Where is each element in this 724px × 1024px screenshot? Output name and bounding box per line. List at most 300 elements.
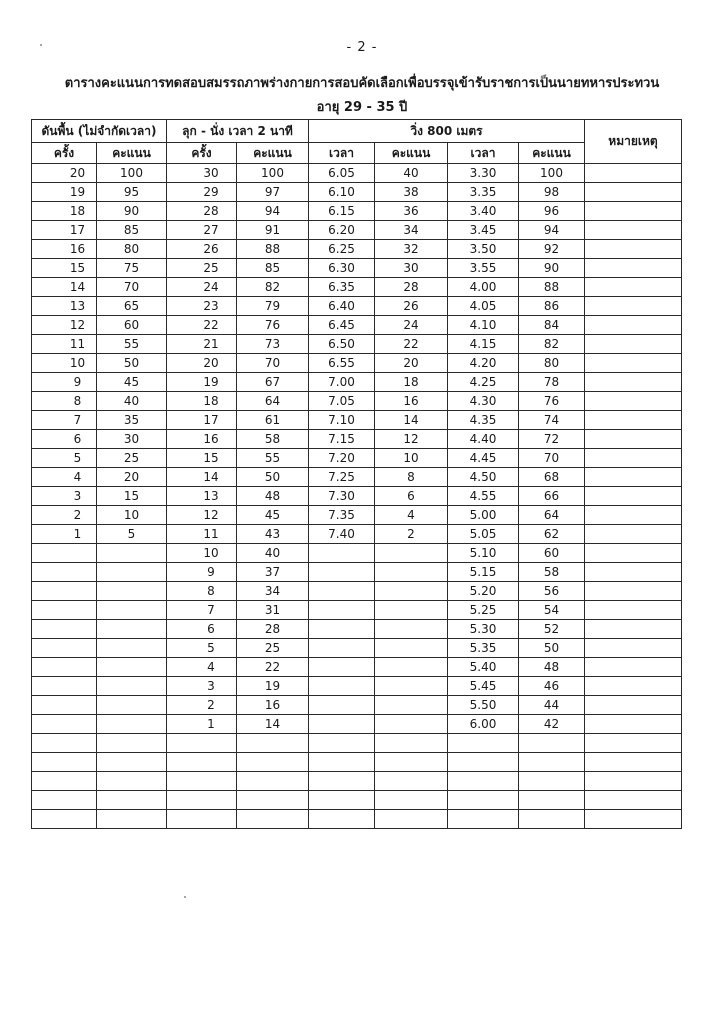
cell-run-score-1	[375, 734, 448, 753]
cell-run-time-2: 4.40	[448, 430, 519, 449]
cell-pushup-count	[32, 791, 97, 810]
cell-run-score-2: 68	[519, 468, 585, 487]
cell-run-time-1: 6.05	[309, 164, 375, 183]
cell-situp-count: 17	[167, 411, 237, 430]
cell-run-time-1: 6.30	[309, 259, 375, 278]
table-row	[32, 183, 682, 202]
cell-pushup-count	[32, 639, 97, 658]
cell-run-time-1: 6.45	[309, 316, 375, 335]
cell-run-score-2: 98	[519, 183, 585, 202]
cell-run-time-2: 3.50	[448, 240, 519, 259]
cell-situp-count: 28	[167, 202, 237, 221]
cell-pushup-score	[97, 753, 167, 772]
cell-run-time-2: 5.45	[448, 677, 519, 696]
cell-pushup-count: 17	[32, 221, 97, 240]
cell-run-time-1: 7.40	[309, 525, 375, 544]
cell-situp-count	[167, 772, 237, 791]
cell-note	[585, 297, 682, 316]
cell-note	[585, 354, 682, 373]
cell-run-time-2: 5.00	[448, 506, 519, 525]
header-run-score-2: คะแนน	[519, 143, 585, 164]
cell-pushup-score	[97, 639, 167, 658]
cell-pushup-score: 20	[97, 468, 167, 487]
cell-run-time-2: 3.45	[448, 221, 519, 240]
cell-situp-count	[167, 753, 237, 772]
cell-run-time-2: 4.50	[448, 468, 519, 487]
cell-run-score-2: 66	[519, 487, 585, 506]
cell-pushup-count: 5	[32, 449, 97, 468]
cell-run-score-1	[375, 772, 448, 791]
cell-run-time-2: 4.10	[448, 316, 519, 335]
cell-pushup-score	[97, 544, 167, 563]
cell-situp-score: 28	[237, 620, 309, 639]
cell-pushup-score	[97, 563, 167, 582]
cell-run-score-2: 86	[519, 297, 585, 316]
table-row	[32, 696, 682, 715]
cell-note	[585, 164, 682, 183]
cell-run-time-2	[448, 734, 519, 753]
cell-run-score-1	[375, 563, 448, 582]
cell-run-time-2	[448, 753, 519, 772]
cell-situp-count: 20	[167, 354, 237, 373]
cell-situp-count: 30	[167, 164, 237, 183]
cell-run-time-1: 6.55	[309, 354, 375, 373]
cell-situp-count: 13	[167, 487, 237, 506]
cell-pushup-count	[32, 677, 97, 696]
score-table	[31, 119, 682, 829]
header-pushup-count: ครั้ง	[32, 143, 97, 164]
table-row	[32, 677, 682, 696]
cell-situp-score	[237, 753, 309, 772]
table-row	[32, 392, 682, 411]
cell-run-score-2: 76	[519, 392, 585, 411]
cell-run-score-1	[375, 753, 448, 772]
cell-run-score-2: 80	[519, 354, 585, 373]
table-row	[32, 335, 682, 354]
cell-pushup-count: 13	[32, 297, 97, 316]
table-row	[32, 544, 682, 563]
cell-run-score-2	[519, 734, 585, 753]
cell-run-time-2: 5.15	[448, 563, 519, 582]
cell-pushup-count: 7	[32, 411, 97, 430]
cell-situp-count	[167, 734, 237, 753]
cell-note	[585, 620, 682, 639]
cell-run-score-1	[375, 791, 448, 810]
cell-run-time-1: 6.20	[309, 221, 375, 240]
cell-pushup-count: 3	[32, 487, 97, 506]
cell-run-score-2: 42	[519, 715, 585, 734]
cell-pushup-score: 10	[97, 506, 167, 525]
cell-pushup-score: 65	[97, 297, 167, 316]
cell-pushup-score: 85	[97, 221, 167, 240]
cell-pushup-count	[32, 601, 97, 620]
cell-run-score-1: 2	[375, 525, 448, 544]
cell-note	[585, 525, 682, 544]
cell-run-time-1	[309, 753, 375, 772]
cell-pushup-score: 50	[97, 354, 167, 373]
cell-run-score-2: 44	[519, 696, 585, 715]
cell-situp-count: 5	[167, 639, 237, 658]
cell-run-time-2	[448, 810, 519, 829]
cell-run-time-2: 3.35	[448, 183, 519, 202]
cell-situp-count: 12	[167, 506, 237, 525]
cell-note	[585, 240, 682, 259]
cell-run-time-1	[309, 544, 375, 563]
cell-run-score-1	[375, 810, 448, 829]
cell-pushup-score	[97, 772, 167, 791]
cell-run-score-2: 72	[519, 430, 585, 449]
cell-pushup-score: 75	[97, 259, 167, 278]
table-row	[32, 563, 682, 582]
cell-run-score-2: 54	[519, 601, 585, 620]
cell-run-time-2: 3.30	[448, 164, 519, 183]
cell-situp-score: 14	[237, 715, 309, 734]
header-run-score-1: คะแนน	[375, 143, 448, 164]
table-row	[32, 525, 682, 544]
cell-run-time-2: 5.30	[448, 620, 519, 639]
cell-situp-count: 19	[167, 373, 237, 392]
scan-speck	[40, 44, 42, 46]
cell-pushup-count	[32, 753, 97, 772]
cell-situp-score: 40	[237, 544, 309, 563]
table-row	[32, 734, 682, 753]
cell-pushup-score	[97, 601, 167, 620]
cell-run-time-2: 4.05	[448, 297, 519, 316]
cell-run-score-1: 32	[375, 240, 448, 259]
table-row	[32, 278, 682, 297]
cell-pushup-count	[32, 620, 97, 639]
cell-note	[585, 696, 682, 715]
cell-pushup-score: 95	[97, 183, 167, 202]
cell-situp-count: 27	[167, 221, 237, 240]
cell-note	[585, 734, 682, 753]
cell-situp-score: 85	[237, 259, 309, 278]
cell-situp-score: 67	[237, 373, 309, 392]
cell-note	[585, 278, 682, 297]
cell-run-time-2: 6.00	[448, 715, 519, 734]
cell-run-time-1: 7.15	[309, 430, 375, 449]
cell-run-time-1	[309, 658, 375, 677]
cell-run-time-2: 4.15	[448, 335, 519, 354]
cell-run-score-2: 46	[519, 677, 585, 696]
cell-situp-score: 45	[237, 506, 309, 525]
cell-situp-score: 64	[237, 392, 309, 411]
cell-run-score-1: 26	[375, 297, 448, 316]
cell-run-score-1	[375, 639, 448, 658]
cell-run-time-1: 7.05	[309, 392, 375, 411]
cell-run-time-2: 4.30	[448, 392, 519, 411]
cell-run-score-2: 92	[519, 240, 585, 259]
cell-pushup-score	[97, 620, 167, 639]
cell-situp-count: 14	[167, 468, 237, 487]
table-row	[32, 354, 682, 373]
cell-run-score-2: 48	[519, 658, 585, 677]
cell-run-time-1	[309, 715, 375, 734]
table-row	[32, 791, 682, 810]
header-situp: ลุก - นั่ง เวลา 2 นาที	[167, 120, 309, 143]
cell-run-score-1: 34	[375, 221, 448, 240]
cell-note	[585, 316, 682, 335]
document-title: ตารางคะแนนการทดสอบสมรรถภาพร่างกายการสอบคัดเลือกเพื่อบรรจุเข้ารับราชการเป็นนายทหารประทวน	[64, 76, 660, 91]
table-row	[32, 468, 682, 487]
cell-note	[585, 791, 682, 810]
cell-situp-score	[237, 791, 309, 810]
cell-situp-count	[167, 810, 237, 829]
cell-run-score-1	[375, 601, 448, 620]
cell-run-score-2: 60	[519, 544, 585, 563]
score-table-body	[32, 164, 682, 829]
cell-pushup-count: 4	[32, 468, 97, 487]
cell-note	[585, 259, 682, 278]
cell-pushup-count: 6	[32, 430, 97, 449]
header-situp-score: คะแนน	[237, 143, 309, 164]
cell-run-score-2	[519, 810, 585, 829]
cell-situp-score: 73	[237, 335, 309, 354]
cell-note	[585, 677, 682, 696]
cell-run-score-1: 40	[375, 164, 448, 183]
cell-run-score-2: 62	[519, 525, 585, 544]
cell-situp-score: 58	[237, 430, 309, 449]
cell-run-score-2: 74	[519, 411, 585, 430]
table-row	[32, 430, 682, 449]
cell-pushup-count	[32, 734, 97, 753]
cell-situp-count: 8	[167, 582, 237, 601]
cell-pushup-score	[97, 582, 167, 601]
cell-pushup-score: 90	[97, 202, 167, 221]
cell-situp-score: 76	[237, 316, 309, 335]
cell-pushup-score	[97, 677, 167, 696]
cell-situp-score: 48	[237, 487, 309, 506]
header-run-time-1: เวลา	[309, 143, 375, 164]
cell-pushup-score: 5	[97, 525, 167, 544]
cell-note	[585, 430, 682, 449]
table-row	[32, 601, 682, 620]
table-row	[32, 620, 682, 639]
cell-pushup-count: 1	[32, 525, 97, 544]
cell-situp-count: 2	[167, 696, 237, 715]
cell-situp-count: 23	[167, 297, 237, 316]
cell-run-time-1: 6.15	[309, 202, 375, 221]
cell-situp-count: 16	[167, 430, 237, 449]
cell-pushup-count	[32, 658, 97, 677]
cell-note	[585, 183, 682, 202]
cell-run-time-2: 5.25	[448, 601, 519, 620]
table-row	[32, 506, 682, 525]
cell-situp-score	[237, 810, 309, 829]
cell-situp-score: 19	[237, 677, 309, 696]
cell-pushup-count: 15	[32, 259, 97, 278]
cell-run-time-2: 4.45	[448, 449, 519, 468]
cell-note	[585, 544, 682, 563]
cell-situp-score: 31	[237, 601, 309, 620]
cell-situp-score	[237, 772, 309, 791]
table-row	[32, 639, 682, 658]
cell-run-score-2: 52	[519, 620, 585, 639]
cell-note	[585, 487, 682, 506]
cell-run-time-1: 7.20	[309, 449, 375, 468]
scan-speck	[184, 896, 186, 898]
cell-run-time-2: 4.00	[448, 278, 519, 297]
cell-pushup-score	[97, 791, 167, 810]
table-row	[32, 240, 682, 259]
cell-run-time-1: 7.10	[309, 411, 375, 430]
cell-note	[585, 506, 682, 525]
cell-situp-score: 61	[237, 411, 309, 430]
cell-run-time-1: 7.00	[309, 373, 375, 392]
cell-pushup-count: 9	[32, 373, 97, 392]
cell-pushup-score: 70	[97, 278, 167, 297]
cell-note	[585, 753, 682, 772]
cell-run-score-1: 20	[375, 354, 448, 373]
cell-pushup-score: 45	[97, 373, 167, 392]
cell-run-score-1: 10	[375, 449, 448, 468]
cell-run-time-2: 4.35	[448, 411, 519, 430]
table-row	[32, 582, 682, 601]
cell-situp-score: 34	[237, 582, 309, 601]
cell-note	[585, 658, 682, 677]
cell-pushup-count: 12	[32, 316, 97, 335]
cell-situp-score: 79	[237, 297, 309, 316]
cell-pushup-count: 14	[32, 278, 97, 297]
cell-run-score-2: 90	[519, 259, 585, 278]
cell-run-time-1	[309, 639, 375, 658]
cell-run-score-1	[375, 620, 448, 639]
cell-run-time-2: 5.40	[448, 658, 519, 677]
cell-run-score-2: 82	[519, 335, 585, 354]
cell-situp-count: 11	[167, 525, 237, 544]
cell-run-time-2: 5.05	[448, 525, 519, 544]
cell-run-score-1: 24	[375, 316, 448, 335]
cell-run-score-2: 94	[519, 221, 585, 240]
table-row	[32, 297, 682, 316]
cell-note	[585, 810, 682, 829]
cell-run-time-2: 5.20	[448, 582, 519, 601]
cell-note	[585, 563, 682, 582]
table-row	[32, 810, 682, 829]
header-situp-count: ครั้ง	[167, 143, 237, 164]
cell-run-time-1: 7.30	[309, 487, 375, 506]
cell-run-time-1: 6.50	[309, 335, 375, 354]
cell-run-score-1	[375, 658, 448, 677]
cell-pushup-score: 55	[97, 335, 167, 354]
cell-situp-count: 9	[167, 563, 237, 582]
cell-run-time-1	[309, 696, 375, 715]
cell-run-time-1	[309, 791, 375, 810]
cell-run-time-1: 6.35	[309, 278, 375, 297]
cell-run-time-1	[309, 772, 375, 791]
cell-pushup-score	[97, 734, 167, 753]
table-row	[32, 772, 682, 791]
cell-run-time-2: 5.10	[448, 544, 519, 563]
cell-note	[585, 335, 682, 354]
cell-pushup-count: 20	[32, 164, 97, 183]
table-row	[32, 259, 682, 278]
cell-run-time-1	[309, 563, 375, 582]
cell-run-time-1	[309, 620, 375, 639]
table-row	[32, 164, 682, 183]
cell-situp-score: 91	[237, 221, 309, 240]
cell-note	[585, 373, 682, 392]
cell-situp-score: 70	[237, 354, 309, 373]
cell-pushup-count: 16	[32, 240, 97, 259]
cell-note	[585, 715, 682, 734]
cell-note	[585, 582, 682, 601]
cell-situp-count: 22	[167, 316, 237, 335]
cell-run-time-1: 7.35	[309, 506, 375, 525]
cell-situp-count: 6	[167, 620, 237, 639]
document-subtitle: อายุ 29 - 35 ปี	[316, 100, 408, 115]
cell-situp-score: 37	[237, 563, 309, 582]
cell-run-score-2: 58	[519, 563, 585, 582]
cell-pushup-count: 8	[32, 392, 97, 411]
cell-situp-score: 97	[237, 183, 309, 202]
cell-situp-score: 22	[237, 658, 309, 677]
cell-situp-count: 21	[167, 335, 237, 354]
cell-run-score-2: 70	[519, 449, 585, 468]
cell-situp-score: 100	[237, 164, 309, 183]
cell-situp-count: 18	[167, 392, 237, 411]
cell-run-score-2: 84	[519, 316, 585, 335]
cell-pushup-count	[32, 772, 97, 791]
cell-pushup-score: 15	[97, 487, 167, 506]
cell-situp-score: 88	[237, 240, 309, 259]
cell-run-score-2: 50	[519, 639, 585, 658]
cell-situp-count: 29	[167, 183, 237, 202]
table-row	[32, 221, 682, 240]
cell-run-time-1: 6.10	[309, 183, 375, 202]
cell-run-score-1	[375, 696, 448, 715]
cell-pushup-count	[32, 715, 97, 734]
cell-pushup-score: 60	[97, 316, 167, 335]
cell-pushup-count: 2	[32, 506, 97, 525]
cell-run-score-1	[375, 677, 448, 696]
cell-note	[585, 449, 682, 468]
cell-run-score-2: 64	[519, 506, 585, 525]
header-pushup: ดันพื้น (ไม่จำกัดเวลา)	[32, 120, 167, 143]
cell-situp-count: 4	[167, 658, 237, 677]
cell-run-score-1: 18	[375, 373, 448, 392]
cell-situp-score: 82	[237, 278, 309, 297]
cell-pushup-count: 10	[32, 354, 97, 373]
cell-run-time-1	[309, 601, 375, 620]
cell-note	[585, 468, 682, 487]
table-row	[32, 411, 682, 430]
cell-pushup-count: 18	[32, 202, 97, 221]
cell-situp-count: 15	[167, 449, 237, 468]
page-number: - 2 -	[346, 40, 378, 55]
cell-run-time-1: 6.40	[309, 297, 375, 316]
cell-note	[585, 601, 682, 620]
cell-pushup-count: 19	[32, 183, 97, 202]
table-row	[32, 715, 682, 734]
cell-note	[585, 639, 682, 658]
cell-run-score-2	[519, 791, 585, 810]
cell-note	[585, 411, 682, 430]
cell-run-time-1	[309, 734, 375, 753]
cell-situp-count: 10	[167, 544, 237, 563]
cell-pushup-score	[97, 715, 167, 734]
cell-run-time-2: 4.20	[448, 354, 519, 373]
cell-run-score-1: 28	[375, 278, 448, 297]
cell-situp-score	[237, 734, 309, 753]
cell-run-time-1	[309, 582, 375, 601]
cell-situp-count: 1	[167, 715, 237, 734]
cell-pushup-score: 25	[97, 449, 167, 468]
cell-note	[585, 392, 682, 411]
cell-pushup-score	[97, 696, 167, 715]
table-row	[32, 658, 682, 677]
header-note: หมายเหตุ	[585, 120, 682, 164]
